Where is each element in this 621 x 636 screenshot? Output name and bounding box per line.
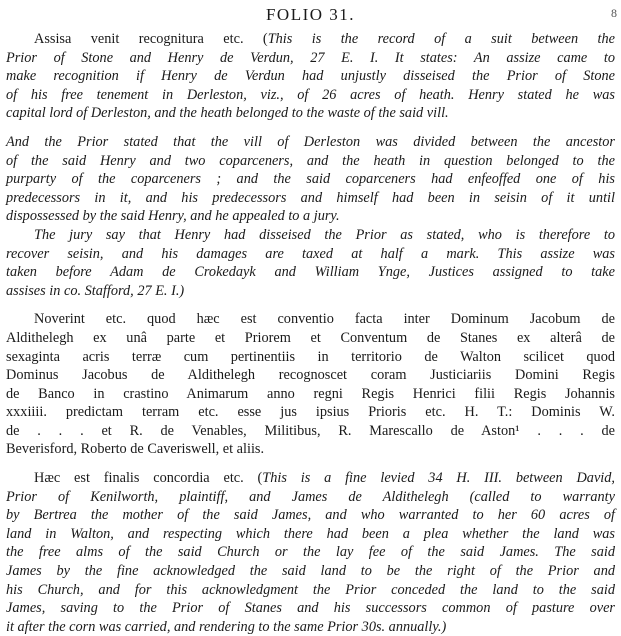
- text-line: [6, 581, 615, 600]
- text-run: Hæc est finalis concordia etc. (: [34, 470, 263, 487]
- paragraph-gap: [6, 300, 615, 310]
- paragraph: [6, 133, 615, 300]
- text-line: [6, 469, 615, 488]
- text-line: [6, 385, 615, 404]
- text-line: [6, 348, 615, 367]
- text-line: [6, 189, 615, 208]
- paragraph-gap: [6, 123, 615, 133]
- text-run: de . . . et R. de Venables, Militibus, R. Marescallo de Aston¹ . . . de: [6, 422, 615, 439]
- italic-run: predecessors in it, and his predecessors and himself had been in seisin of it until: [6, 189, 615, 206]
- text-line: [6, 506, 615, 525]
- text-line: [6, 562, 615, 581]
- text-run: Beverisford, Roberto de Caveriswell, et aliis.: [6, 441, 265, 458]
- text-run: Dominus Jacobus de Aldithelegh recognoscet coram Justiciariis Domini Regis: [6, 367, 615, 384]
- text-run: Assisa venit recognitura etc. (: [34, 31, 268, 47]
- italic-run: James by the fine acknowledged the said land to be the right of the Prior and: [6, 563, 615, 580]
- text-line: [6, 282, 615, 301]
- italic-run: land in Walton, and respecting which there had been a plea whether the land was: [6, 525, 615, 542]
- text-line: [6, 49, 615, 68]
- italic-run: capital lord of Derleston, and the heath belonged to the waste of the said vill.: [6, 105, 449, 122]
- text-line: [6, 618, 615, 636]
- text-line: [6, 86, 615, 105]
- italic-run: taken before Adam de Crokedayk and William Ynge, Justices assigned to take: [6, 264, 615, 281]
- italic-run: And the Prior stated that the vill of Derleston was divided between the ancestor: [6, 133, 615, 150]
- text-line: [6, 207, 615, 226]
- italic-run: This is the record of a suit between the: [267, 31, 615, 47]
- text-line: [6, 599, 615, 618]
- paragraph: [6, 30, 615, 123]
- italic-run: purparty of the coparceners ; and the said coparceners had enfeoffed one of his: [6, 171, 615, 188]
- italic-run: The jury say that Henry had disseised the Prior as stated, who is therefore to: [34, 226, 615, 243]
- text-run: Aldithelegh ex unâ parte et Priorem et Conventum de Stanes ex alterâ de: [6, 329, 615, 346]
- folio-mark: 8: [611, 6, 617, 20]
- italic-run: James, saving to the Prior of Stanes and his successors common of pasture over: [6, 600, 615, 617]
- text-line: [6, 366, 615, 385]
- text-line: [6, 226, 615, 245]
- text-line: [6, 170, 615, 189]
- italic-run: This is a fine levied 34 H. III. between David,: [262, 470, 615, 487]
- text-line: [6, 67, 615, 86]
- text-run: sexaginta acris terræ cum pertinentiis in territorio de Walton scilicet quod: [6, 348, 615, 365]
- text-line: [6, 543, 615, 562]
- text-line: [6, 310, 615, 329]
- text-line: [6, 30, 615, 49]
- italic-run: dispossessed by the said Henry, and he appealed to a jury.: [6, 208, 340, 225]
- text-line: [6, 329, 615, 348]
- paragraph-gap: [6, 459, 615, 469]
- text-line: [6, 488, 615, 507]
- text-line: [6, 525, 615, 544]
- text-run: Noverint etc. quod hæc est conventio facta inter Dominum Jacobum de: [34, 311, 615, 328]
- text-line: [6, 263, 615, 282]
- text-line: [6, 152, 615, 171]
- italic-run: by Bertrea the mother of the said James, and who warranted to her 60 acres of: [6, 507, 615, 524]
- italic-run: make recognition if Henry de Verdun had unjustly disseised the Prior of Stone: [6, 68, 615, 85]
- italic-run: of his free tenement in Derleston, viz., of 26 acres of heath. Henry stated he was: [6, 86, 615, 103]
- italic-run: it after the corn was carried, and rendering to the same Prior 30s. annually.): [6, 618, 447, 635]
- italic-run: Prior of Stone and Henry de Verdun, 27 E. I. It states: An assize came to: [6, 49, 615, 66]
- text-line: [6, 104, 615, 123]
- document-body: [0, 30, 621, 636]
- paragraph: [6, 310, 615, 459]
- text-line: [6, 245, 615, 264]
- text-run: de Banco in crastino Animarum anno regni Regis Henrici filii Regis Johannis: [6, 385, 615, 402]
- text-line: [6, 422, 615, 441]
- italic-run: recover seisin, and his damages are taxed at half a mark. This assize was: [6, 245, 615, 262]
- italic-run: Prior of Kenilworth, plaintiff, and James de Aldithelegh (called to warranty: [6, 488, 615, 505]
- italic-run: his Church, and for this acknowledgment the Prior conceded the land to the said: [6, 581, 615, 598]
- page-title: FOLIO 31.: [265, 5, 356, 24]
- text-line: [6, 133, 615, 152]
- text-line: [6, 440, 615, 459]
- text-line: [6, 403, 615, 422]
- italic-run: the free alms of the said Church or the lay fee of the said James. The said: [6, 544, 615, 561]
- italic-run: assises in co. Stafford, 27 E. I.): [6, 282, 185, 299]
- paragraph: [6, 469, 615, 636]
- text-run: xxxiiii. predictam terram etc. esse jus ipsius Prioris etc. H. T.: Dominis W.: [6, 404, 615, 421]
- italic-run: of the said Henry and two coparceners, and the heath in question belonged to the: [6, 152, 615, 169]
